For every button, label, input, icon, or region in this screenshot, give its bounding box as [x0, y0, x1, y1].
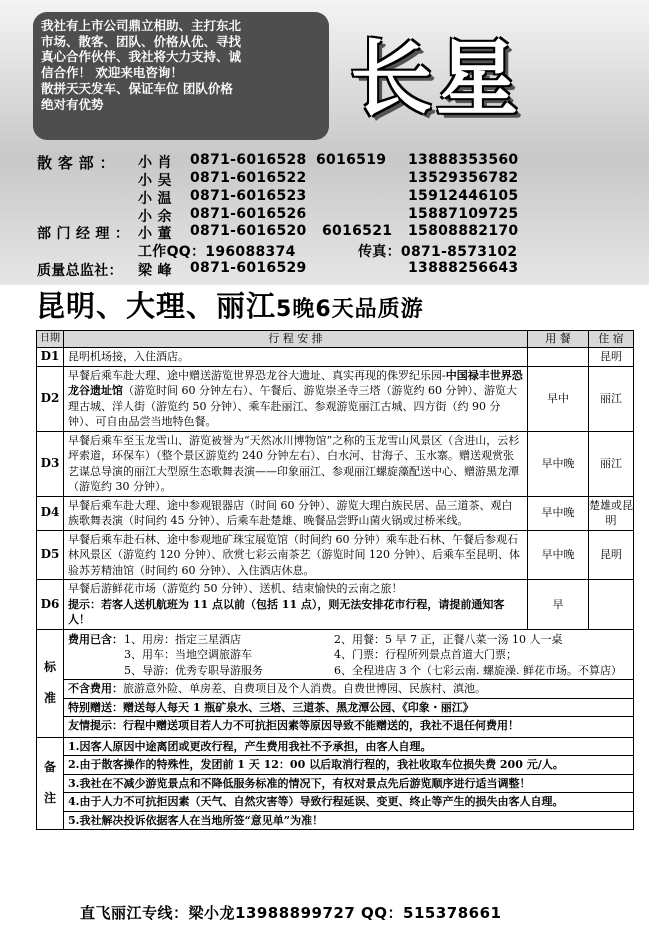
meal-cell: 早中	[528, 366, 589, 431]
excluded-line	[64, 679, 633, 698]
itinerary-cell: 昆明机场接，入住酒店。	[64, 348, 528, 367]
day-cell: D2	[37, 366, 64, 431]
header-meal: 用 餐	[528, 331, 589, 348]
supervisor-label: 质量总监社：	[37, 263, 123, 279]
meal-cell	[528, 348, 589, 367]
included-grid	[124, 632, 629, 679]
manager-phone: 0871-6016520	[190, 223, 307, 239]
hotel-cell: 昆明	[589, 530, 634, 580]
included-item: 3、用车：当地空调旅游车	[124, 648, 252, 661]
excluded-label: 不含费用：	[68, 682, 123, 695]
meal-cell: 早	[528, 580, 589, 630]
header-day: 日期	[37, 331, 64, 348]
itinerary-cell: 早餐后乘车赴大理、途中参观银器店（时间 60 分钟）、游览大理白族民居、品三道茶、观白族歌舞表演（时间约 45 分钟）、后乘车赴楚雄、晚餐品尝野山菌火锅或过桥米线。	[64, 496, 528, 530]
manager-mobile: 15808882170	[408, 223, 519, 239]
meal-cell: 早中晚	[528, 530, 589, 580]
itinerary-cell: 早餐后乘车至玉龙雪山、游览被誉为“天然冰川博物馆”之称的玉龙雪山风景区（含进山，云杉坪索道，环保车）（整个景区游览约 240 分钟左右）、白水河、甘海子、玉水寨。赠送观赏张艺谋总导演的丽江大型原生态歌舞表演——印象丽江、参观丽江螺旋藻配送中心、赠游黑龙潭（游览约 30 分钟）。	[64, 431, 528, 496]
meal-cell: 早中晚	[528, 496, 589, 530]
manager-name: 小 董	[138, 226, 172, 242]
promo-bubble	[33, 12, 329, 140]
itinerary-cell	[64, 366, 528, 431]
day-cell: D5	[37, 530, 64, 580]
contact-name: 小 温	[138, 191, 172, 207]
hotel-cell: 楚雄或昆明	[589, 496, 634, 530]
day-cell: D6	[37, 580, 64, 630]
promo-line: 我社有上市公司鼎立相助、主打东北	[41, 18, 242, 33]
notes-label: 备 注	[37, 737, 64, 830]
hotel-cell: 丽江	[589, 366, 634, 431]
promo-line: 市场、散客、团队、价格从优、寻找	[41, 33, 242, 49]
table-row	[37, 431, 634, 496]
contact-name: 小 余	[138, 209, 172, 225]
hotel-cell: 丽江	[589, 431, 634, 496]
gift-line: 特别赠送：赠送每人每天 1 瓶矿泉水、三塔、三道茶、黑龙潭公园、《印象・丽江》	[64, 698, 633, 717]
contact-name: 小 吴	[138, 173, 172, 189]
tour-headline	[36, 284, 424, 325]
itinerary-text: 早餐后乘车赴大理、途中赠送游览世界恐龙谷大遗址、真实再现的侏罗纪乐园-	[68, 368, 446, 382]
contact-phone: 0871-6016528	[190, 152, 307, 168]
notes-row	[37, 737, 634, 830]
table-row	[37, 530, 634, 580]
contact-name: 小 肖	[138, 155, 172, 171]
included-block	[68, 632, 629, 679]
header-hotel: 住 宿	[589, 331, 634, 348]
contact-extra: 6016519	[316, 152, 387, 168]
day-cell: D1	[37, 348, 64, 367]
headline-small: 5晚6天品质游	[276, 297, 424, 322]
promo-line: 信合作！ 欢迎来电咨询！	[41, 65, 183, 81]
tip-line: 友情提示：行程中赠送项目若人力不可抗拒因素等原因导致不能赠送的，我社不退任何费用！	[64, 716, 633, 735]
supervisor-name: 梁 峰	[138, 263, 172, 279]
contact-phone: 0871-6016526	[190, 206, 307, 222]
table-row	[37, 580, 634, 630]
meal-cell: 早中晚	[528, 431, 589, 496]
itinerary-cell	[64, 580, 528, 630]
note-item: 4.由于人力不可抗拒因素（天气、自然灾害等）导致行程延误、变更、终止等产生的损失由客人自理。	[64, 793, 633, 812]
promo-line: 真心合作伙伴、我社将大力支持、诚	[41, 49, 242, 65]
day-cell: D4	[37, 496, 64, 530]
included-item: 4、门票：行程所列景点首道大门票；	[334, 648, 517, 661]
contact-mobile: 15912446105	[408, 188, 519, 204]
table-header-row	[37, 331, 634, 348]
itinerary-tip: 提示：若客人送机航班为 11 点以前（包括 11 点），则无法安排花市行程，请提前通知客人！	[68, 597, 505, 626]
itinerary-table	[36, 330, 634, 830]
sanke-label: 散 客 部 ：	[37, 154, 115, 172]
note-item: 5.我社解决投诉依据客人在当地所签“意见单”为准！	[68, 813, 324, 827]
footer-contact: 直飞丽江专线：梁小龙13988899727 QQ：515378661	[80, 904, 502, 922]
header-itinerary: 行 程 安 排	[64, 331, 528, 348]
manager-label: 部 门 经 理 ：	[37, 226, 130, 242]
promo-line: 散拼天天发车、保证车位 团队价格	[41, 80, 233, 96]
included-item: 5、导游：优秀专职导游服务	[124, 663, 263, 677]
brand-logo: 长星	[350, 32, 523, 127]
qq-number: 工作QQ：196088374	[138, 244, 296, 260]
included-label: 费用已含：	[68, 632, 123, 646]
note-item: 2.由于散客操作的特殊性，发团前 1 天 12：00 以后取消行程的，我社收取车位损失费 200 元/人。	[64, 756, 633, 775]
included-item: 2、用餐：5 早 7 正，正餐八菜一汤 10 人一桌	[334, 632, 563, 646]
contact-phone: 0871-6016522	[190, 170, 307, 186]
fax-number: 传真：0871-8573102	[358, 244, 518, 260]
note-item: 3.我社在不减少游览景点和不降低服务标准的情况下，有权对景点先后游览顺序进行适当调整！	[64, 775, 633, 794]
included-item: 6、全程进店 3 个（七彩云南. 螺旋澡. 鲜花市场。不算店）	[334, 663, 622, 677]
standard-label: 标 准	[37, 629, 64, 737]
hotel-cell	[589, 580, 634, 630]
standard-row	[37, 629, 634, 737]
supervisor-phone: 0871-6016529	[190, 260, 307, 276]
contact-mobile: 13888353560	[408, 152, 519, 168]
table-row	[37, 496, 634, 530]
itinerary-text: （游览时间 60 分钟左右）、午餐后、游览崇圣寺三塔（游览约 60 分钟）、游览大理古城、洋人街（游览约 50 分钟）、乘车赴丽江、参观游览丽江古城、四方街（约 90 分钟）、可自由品尝当地特色餐。	[68, 384, 517, 428]
itinerary-text: 早餐后游鲜花市场（游览约 50 分钟）、送机、结束愉快的云南之旅！	[68, 582, 403, 595]
table-row	[37, 366, 634, 431]
promo-line: 绝对有优势	[41, 96, 104, 112]
itinerary-cell: 早餐后乘车赴石林、途中参观地矿珠宝展览馆（时间约 60 分钟）乘车赴石林、午餐后参观石林风景区（游览约 120 分钟）、欣赏七彩云南茶艺（游览时间 120 分钟）、后乘车至昆明、体验苏芳精油馆（时间约 60 分钟）、入住酒店休息。	[64, 530, 528, 580]
itinerary-highlight: 中国禄丰世界恐龙谷遗址馆	[68, 368, 523, 397]
contact-mobile: 13529356782	[408, 170, 519, 186]
included-item: 1、用房：指定三星酒店	[124, 632, 241, 646]
notes-cell	[64, 737, 634, 830]
supervisor-mobile: 13888256643	[408, 260, 519, 276]
note-item: 1.因客人原因中途离团或更改行程，产生费用我社不予承担，由客人自理。	[64, 738, 633, 757]
hotel-cell: 昆明	[589, 348, 634, 367]
day-cell: D3	[37, 431, 64, 496]
table-row	[37, 348, 634, 367]
standard-cell	[64, 629, 634, 737]
excluded-text: 旅游意外险、单房差、自费项目及个人消费。自费世博园、民族村、滇池。	[123, 682, 486, 695]
manager-extra: 6016521	[322, 223, 393, 239]
contact-phone: 0871-6016523	[190, 188, 307, 204]
contact-mobile: 15887109725	[408, 206, 519, 222]
headline-main: 昆明、大理、丽江	[36, 289, 277, 323]
